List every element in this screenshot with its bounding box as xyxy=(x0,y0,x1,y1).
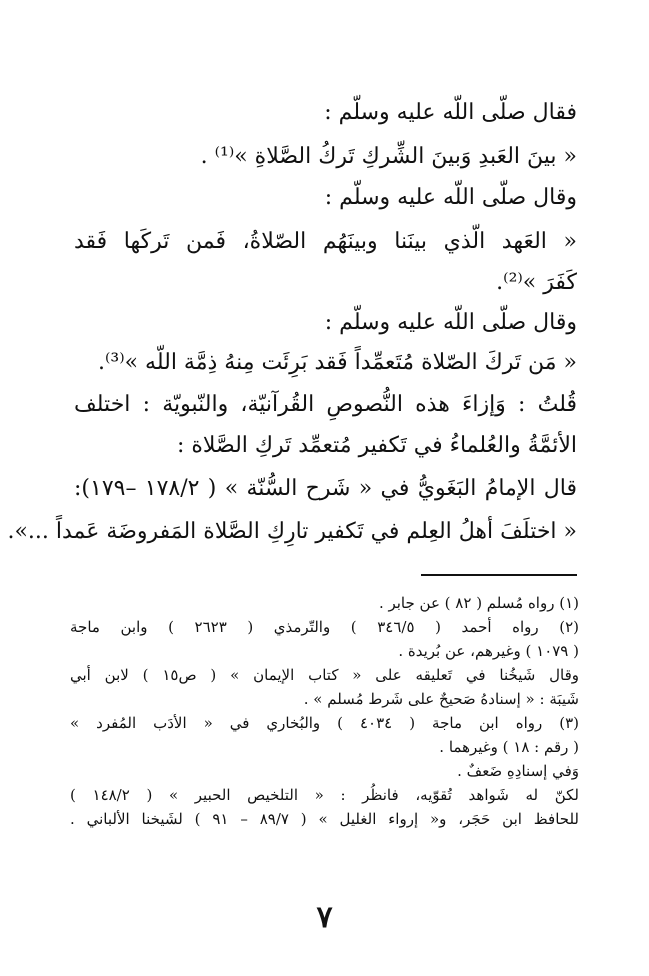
hadith-quote: « العَهد الّذي بينَنا وبينَهُم الصّلاةُ، فَمن تَركَها فَقد xyxy=(74,229,577,254)
footnote-line: (٢) رواه أحمد ( ٣٤٦/٥ ) والتّرمذي ( ٢٦٢٣ ) وابن ماجة xyxy=(70,618,579,636)
quoted-text: « اختلَفَ أهلُ العِلم في تَكفير تارِكِ الصَّلاة المَفروضَة عَمداً ...». xyxy=(7,519,577,544)
body-line: فقال صلّى اللّه عليه وسلّم : xyxy=(324,100,577,125)
body-paragraph-line: الأئمَّةُ والعُلماءُ في تَكفير مُتعمِّد تَركِ الصَّلاة : xyxy=(176,433,577,458)
footnote-divider xyxy=(421,574,577,576)
footnote-line: وَفي إسنادِهِ ضَعفٌ . xyxy=(457,762,579,780)
footnote-line: (١) رواه مُسلم ( ٨٢ ) عن جابر . xyxy=(378,594,579,612)
footnote-line: ( ١٠٧٩ ) وغيرهم، عن بُريدة . xyxy=(398,642,579,660)
footnote-line: ( رقم : ١٨ ) وغيرهما . xyxy=(439,738,579,756)
footnote-line: للحافظ ابن حَجَر، و« إرواء الغليل » ( ٨٩/٧ – ٩١ ) لشَيخنا الألباني . xyxy=(70,810,579,828)
body-line: وقال صلّى اللّه عليه وسلّم : xyxy=(324,185,577,210)
footnote-line: لكنّ له شَواهد تُقوّيه، فانظُر : « التلخيص الحبير » ( ١٤٨/٢ ) xyxy=(70,786,580,804)
body-paragraph-line: قُلتُ : وَإزاءَ هذه النُّصوصِ القُرآنيّة، والنّبويّة : اختلف xyxy=(74,392,577,417)
footnote-line: وقال شَيخُنا في تَعليقه على « كتاب الإيمان » ( ص١٥ ) لابن أبي xyxy=(70,666,579,684)
page-number: ٧ xyxy=(316,900,333,935)
footnote-line: شَيبَة : « إسنادهُ صَحيحٌ على شَرط مُسلم » . xyxy=(303,690,579,708)
citation-line: قال الإمامُ البَغَويُّ في « شَرح السُّنّة » ( ١٧٨/٢ –١٧٩): xyxy=(74,476,577,501)
body-line: وقال صلّى اللّه عليه وسلّم : xyxy=(324,310,577,335)
footnote-line: (٣) رواه ابن ماجة ( ٤٠٣٤ ) والبُخاري في « الأدَب المُفرد » xyxy=(70,714,579,732)
hadith-quote: « مَن تَركَ الصّلاة مُتَعمِّداً فَقد بَرِئَت مِنهُ ذِمَّة اللّه »⁽³⁾. xyxy=(97,350,577,375)
hadith-quote: « بينَ العَبدِ وَبينَ الشِّركِ تَركُ الصَّلاةِ »⁽¹⁾ . xyxy=(200,144,577,169)
hadith-quote-end: كَفَرَ »⁽²⁾. xyxy=(496,270,577,295)
